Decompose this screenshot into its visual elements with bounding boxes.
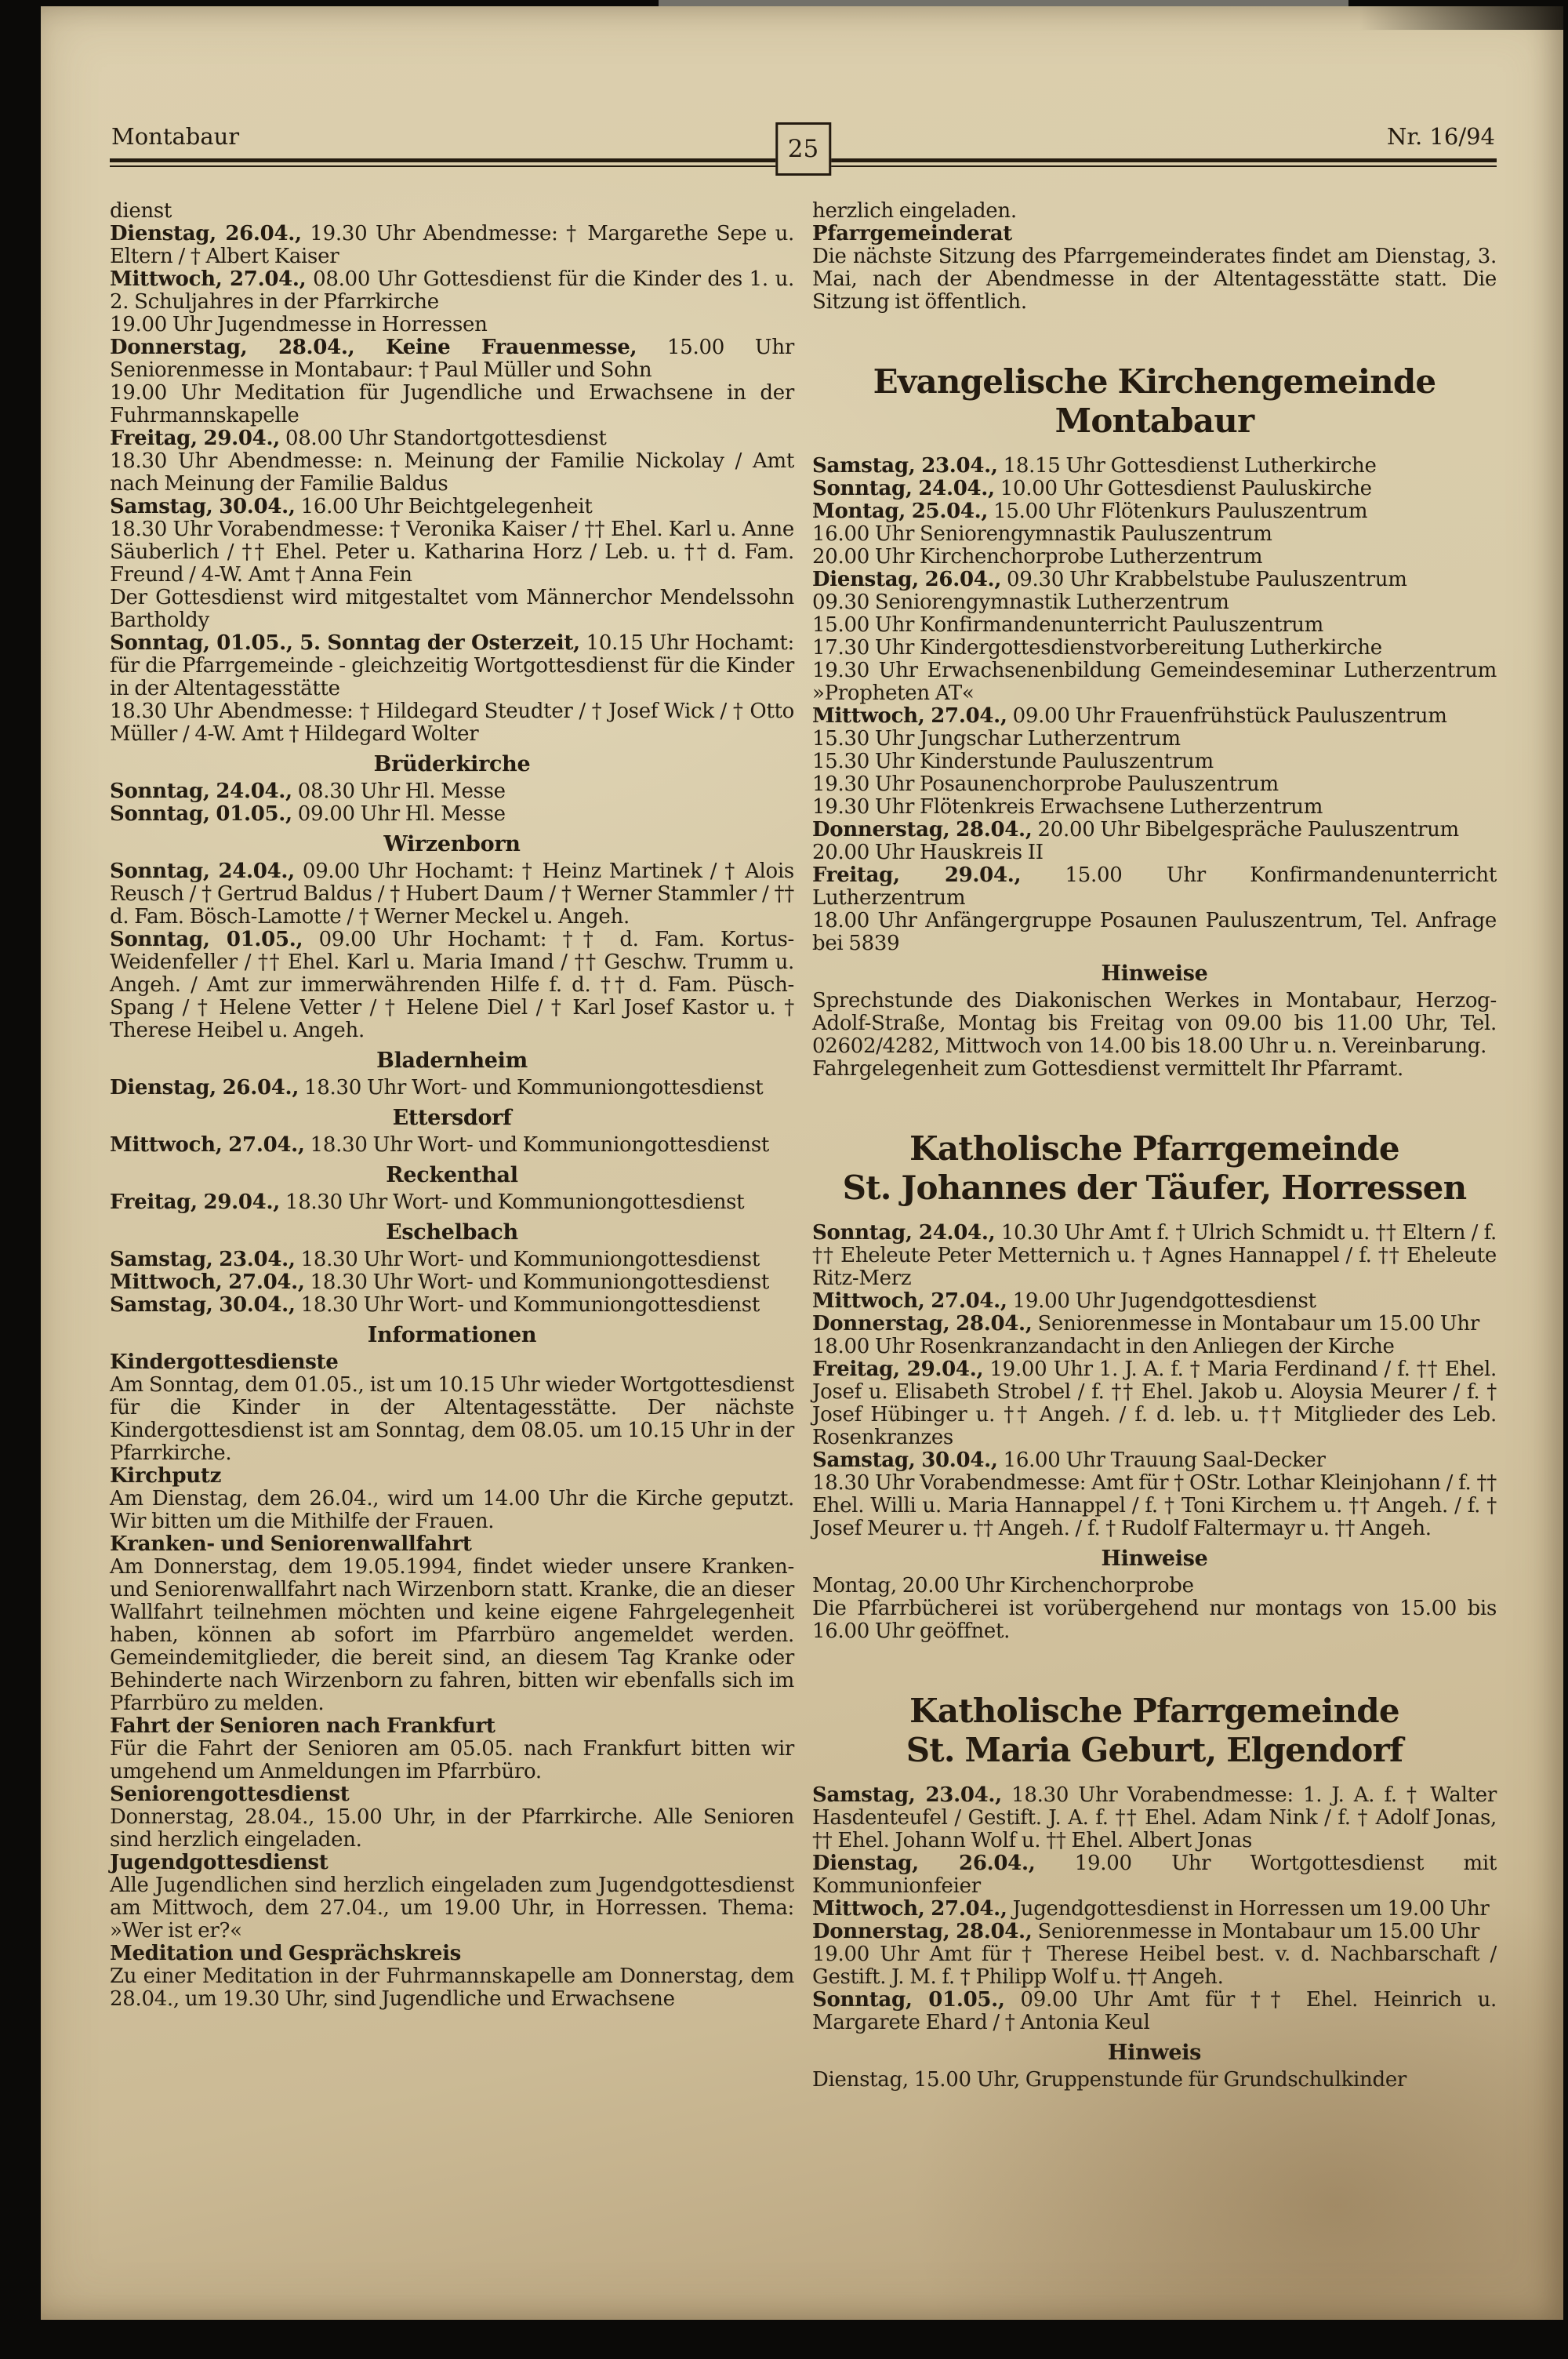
schedule-entry (110, 1191, 794, 1214)
schedule-entry (812, 1222, 1497, 1290)
schedule-entry (812, 478, 1497, 500)
paragraph: 19.30 Uhr Flötenkreis Erwachsene Lutherzentrum (812, 795, 1323, 819)
paragraph: 17.30 Uhr Kindergottesdienstvorbereitung Lutherkirche (812, 636, 1382, 660)
schedule-entry (812, 500, 1497, 523)
paragraph: 19.30 Uhr Posaunenchorprobe Pauluszentrum (812, 772, 1279, 796)
entry-text: 15.00 Uhr Seniorenmesse in Montabaur: † Paul Müller und Sohn (110, 336, 794, 382)
entry-text: 15.00 Uhr Flötenkurs Pauluszentrum (988, 500, 1368, 523)
paragraph: 15.30 Uhr Kinderstunde Pauluszentrum (812, 750, 1214, 773)
paragraph: 16.00 Uhr Seniorengymnastik Pauluszentrum (812, 522, 1272, 546)
paragraph: 15.30 Uhr Jungschar Lutherzentrum (812, 727, 1181, 751)
schedule-entry (812, 455, 1497, 478)
paragraph: Fahrgelegenheit zum Gottesdienst vermittelt Ihr Pfarramt. (812, 1057, 1403, 1081)
paragraph: 18.30 Uhr Vorabendmesse: † Veronika Kaiser / †† Ehel. Karl u. Anne Säuberlich / †† Ehel. Peter u. Katharina Horz / Leb. u. †† d. Fam. Freund / 4-W. Amt † Anna Fein (110, 518, 794, 587)
entry-date: Mittwoch, 27.04., (110, 1133, 305, 1157)
subsection-title: Meditation und Gesprächskreis (110, 1942, 462, 1965)
entry-date: Montag, 25.04., (812, 500, 989, 523)
schedule-entry (812, 1358, 1497, 1449)
entry-text: 10.00 Uhr Gottesdienst Pauluskirche (994, 477, 1372, 500)
paragraph: Am Sonntag, dem 01.05., ist um 10.15 Uhr wieder Wortgottesdienst für die Kinder in der Altentagesstätte. Der nächste Kindergottesdienst ist am Sonntag, dem 08.05. um 10.15 Uhr in der Pfarrkirche. (110, 1373, 794, 1465)
schedule-entry (110, 780, 794, 803)
schedule-entry (110, 929, 794, 1042)
paragraph: 20.00 Uhr Hauskreis II (812, 841, 1044, 864)
entry-date: Freitag, 29.04., (812, 1358, 984, 1381)
section-title: Hinweise (1101, 961, 1208, 986)
paragraph: Die nächste Sitzung des Pfarrgemeinderates findet am Dienstag, 3. Mai, nach der Abendmesse in der Altentagesstätte statt. Die Sitzung ist öffentlich. (812, 245, 1497, 314)
paragraph: 19.00 Uhr Jugendmesse in Horressen (110, 313, 488, 336)
paragraph: Sprechstunde des Diakonischen Werkes in Montabaur, Herzog-Adolf-Straße, Montag bis Freitag von 09.00 bis 11.00 Uhr, Tel. 02602/4282, Mittwoch von 14.00 bis 18.00 Uhr u. n. Vereinbarung. (812, 989, 1497, 1058)
section-title: Ettersdorf (392, 1106, 512, 1130)
schedule-entry (812, 864, 1497, 910)
paragraph: 18.30 Uhr Vorabendmesse: Amt für † OStr. Lothar Kleinjohann / f. †† Ehel. Willi u. Maria Hannappel / f. † Toni Kirchem u. †† Angeh. / f. † Josef Meurer u. †† Angeh. / f. † Rudolf Faltermayr u. †† Angeh. (812, 1471, 1497, 1540)
entry-date: Sonntag, 24.04., (812, 477, 995, 500)
schedule-entry (110, 803, 794, 826)
entry-text: 19.00 Uhr 1. J. A. f. † Maria Ferdinand / f. †† Ehel. Josef u. Elisabeth Strobel / f. †† Ehel. Jakob u. Aloysia Meurer / f. † Josef Hübinger u. †† Angeh. / f. d. leb. u. †† Mitglieder des Leb. Rosenkranzes (812, 1358, 1497, 1449)
entry-text: 18.30 Uhr Wort- und Kommuniongottesdienst (304, 1133, 770, 1157)
paragraph: 18.30 Uhr Abendmesse: † Hildegard Steudter / † Josef Wick / † Otto Müller / 4-W. Amt † Hildegard Wolter (110, 700, 794, 746)
section-title: Eschelbach (386, 1220, 518, 1245)
entry-text: 18.30 Uhr Wort- und Kommuniongottesdienst (295, 1248, 760, 1271)
schedule-entry (110, 1077, 794, 1100)
schedule-entry (110, 427, 794, 450)
schedule-entry (812, 1852, 1497, 1898)
paragraph: 18.00 Uhr Rosenkranzandacht in den Anliegen der Kirche (812, 1335, 1395, 1358)
entry-text: 19.00 Uhr Wortgottesdienst mit Kommunionfeier (812, 1852, 1497, 1898)
entry-date: Mittwoch, 27.04., (110, 1270, 305, 1294)
subsection-title: Seniorengottesdienst (110, 1783, 350, 1806)
schedule-entry (812, 569, 1497, 591)
entry-date: Dienstag, 26.04., (812, 1852, 1036, 1875)
entry-date: Dienstag, 26.04., (812, 568, 1002, 591)
subsection-title: Pfarrgemeinderat (812, 222, 1013, 245)
schedule-entry (110, 1294, 794, 1317)
subsection-title: Kranken- und Seniorenwallfahrt (110, 1532, 472, 1556)
entry-text: 18.30 Uhr Vorabendmesse: 1. J. A. f. † Walter Hasdenteufel / Gestift. J. A. f. †† Ehel. Adam Nink / f. † Adolf Jonas, †† Ehel. Johann Wolf u. †† Ehel. Albert Jonas (812, 1783, 1497, 1852)
entry-date: Sonntag, 01.05., 5. Sonntag der Osterzeit, (110, 631, 580, 655)
schedule-entry (812, 1784, 1497, 1852)
section-title: Wirzenborn (383, 832, 521, 856)
schedule-entry (812, 1313, 1497, 1336)
paragraph: herzlich eingeladen. (812, 199, 1017, 223)
entry-text: Seniorenmesse in Montabaur um 15.00 Uhr (1032, 1312, 1479, 1336)
entry-date: Mittwoch, 27.04., (812, 1897, 1007, 1921)
entry-date: Samstag, 30.04., (812, 1448, 998, 1472)
entry-date: Dienstag, 26.04., (110, 1076, 299, 1100)
subsection-title: Fahrt der Senioren nach Frankfurt (110, 1714, 495, 1738)
schedule-entry (110, 1271, 794, 1294)
entry-text: 15.00 Uhr Konfirmandenunterricht Lutherzentrum (812, 863, 1497, 910)
paragraph: 19.30 Uhr Erwachsenenbildung Gemeindeseminar Lutherzentrum »Propheten AT« (812, 659, 1497, 705)
church-title-line: Katholische Pfarrgemeinde (909, 1129, 1399, 1168)
paragraph: Montag, 20.00 Uhr Kirchenchorprobe (812, 1574, 1194, 1598)
paragraph: Am Dienstag, dem 26.04., wird um 14.00 Uhr die Kirche geputzt. Wir bitten um die Mithilfe der Frauen. (110, 1487, 794, 1533)
church-title-line: St. Maria Geburt, Elgendorf (906, 1731, 1403, 1769)
entry-date: Mittwoch, 27.04., (812, 704, 1007, 728)
entry-date: Sonntag, 24.04., (110, 780, 292, 803)
entry-text: 19.00 Uhr Jugendgottesdienst (1007, 1289, 1316, 1313)
page-number: 25 (775, 122, 831, 176)
church-title-line: Evangelische Kirchengemeinde Montabaur (873, 362, 1436, 440)
entry-text: 18.30 Uhr Wort- und Kommuniongottesdienst (279, 1190, 745, 1214)
schedule-entry (812, 1898, 1497, 1921)
entry-date: Sonntag, 01.05., (110, 802, 292, 826)
spacer (812, 1081, 1497, 1112)
page-content (110, 124, 1497, 2092)
right-column (812, 200, 1497, 2092)
paragraph: 18.30 Uhr Abendmesse: n. Meinung der Familie Nickolay / Amt nach Meinung der Familie Baldus (110, 449, 794, 496)
paragraph: Für die Fahrt der Senioren am 05.05. nach Frankfurt bitten wir umgehend um Anmeldungen im Pfarrbüro. (110, 1737, 794, 1783)
schedule-entry (812, 1989, 1497, 2034)
entry-text: 09.00 Uhr Hochamt: † Heinz Martinek / † Alois Reusch / † Gertrud Baldus / † Hubert Daum / † Werner Stammler / †† d. Fam. Bösch-Lamotte / † Werner Meckel u. Angeh. (110, 860, 794, 929)
section-title: Hinweis (1107, 2041, 1202, 2065)
entry-text: 18.15 Uhr Gottesdienst Lutherkirche (997, 454, 1377, 478)
church-title (812, 1129, 1497, 1208)
paragraph: Zu einer Meditation in der Fuhrmannskapelle am Donnerstag, dem 28.04., um 19.30 Uhr, sind Jugendliche und Erwachsene (110, 1965, 794, 2011)
entry-text: 09.30 Uhr Krabbelstube Pauluszentrum (1001, 568, 1407, 591)
entry-date: Donnerstag, 28.04., (812, 1920, 1033, 1943)
entry-text: 18.30 Uhr Wort- und Kommuniongottesdienst (299, 1076, 764, 1100)
entry-date: Samstag, 23.04., (812, 1783, 1002, 1807)
section-title: Bladernheim (376, 1049, 528, 1073)
paragraph: 09.30 Seniorengymnastik Lutherzentrum (812, 591, 1229, 614)
entry-date: Samstag, 30.04., (110, 495, 296, 518)
paragraph: Am Donnerstag, dem 19.05.1994, findet wieder unsere Kranken- und Seniorenwallfahrt nach Wirzenborn statt. Kranke, die an dieser Wallfahrt teilnehmen möchten und keine eigene Fahrgelegenheit haben, können ab sofort im Pfarrbüro angemeldet werden. Gemeindemitglieder, die bereit sind, an diesem Tag Kranke oder Behinderte nach Wirzenborn zu fahren, bitten wir ebenfalls sich im Pfarrbüro zu melden. (110, 1555, 794, 1715)
paragraph: Donnerstag, 28.04., 15.00 Uhr, in der Pfarrkirche. Alle Senioren sind herzlich eingeladen. (110, 1805, 794, 1852)
entry-text: Jugendgottesdienst in Horressen um 19.00 Uhr (1007, 1897, 1490, 1921)
entry-text: 08.00 Uhr Standortgottesdienst (279, 427, 607, 450)
entry-text: 16.00 Uhr Trauung Saal-Decker (997, 1448, 1326, 1472)
entry-date: Donnerstag, 28.04., Keine Frauenmesse, (110, 336, 637, 359)
section-title: Brüderkirche (373, 752, 531, 776)
paragraph: Die Pfarrbücherei ist vorübergehend nur montags von 15.00 bis 16.00 Uhr geöffnet. (812, 1597, 1497, 1643)
entry-date: Freitag, 29.04., (812, 863, 1022, 887)
paragraph: dienst (110, 199, 172, 223)
newspaper-page (41, 6, 1563, 2320)
entry-date: Freitag, 29.04., (110, 1190, 280, 1214)
schedule-entry (110, 1134, 794, 1157)
entry-date: Samstag, 30.04., (110, 1293, 296, 1317)
schedule-entry (110, 268, 794, 314)
entry-date: Sonntag, 24.04., (110, 860, 295, 883)
entry-date: Samstag, 23.04., (110, 1248, 296, 1271)
section-name: Montabaur (111, 123, 240, 150)
spacer (812, 314, 1497, 345)
schedule-entry (812, 1290, 1497, 1313)
left-column (110, 200, 794, 2092)
paragraph: Der Gottesdienst wird mitgestaltet vom Männerchor Mendelssohn Bartholdy (110, 586, 794, 632)
paragraph: 19.00 Uhr Meditation für Jugendliche und Erwachsene in der Fuhrmannskapelle (110, 381, 794, 427)
schedule-entry (110, 496, 794, 518)
section-title: Hinweise (1101, 1547, 1208, 1571)
entry-text: 09.00 Uhr Hochamt: †† d. Fam. Kortus-Weidenfeller / †† Ehel. Karl u. Maria Imand / †† Geschw. Trumm u. Angeh. / Amt zur immerwährenden Hilfe f. d. †† d. Fam. Püsch-Spang / † Helene Vetter / † Helene Diel / † Karl Josef Kastor u. † Therese Heibel u. Angeh. (110, 928, 794, 1042)
section-title: Reckenthal (386, 1163, 518, 1187)
schedule-entry (812, 1921, 1497, 1943)
subsection-title: Kindergottesdienste (110, 1350, 339, 1374)
entry-date: Mittwoch, 27.04., (110, 267, 307, 291)
scan-shadow-corner (1359, 6, 1563, 30)
paragraph: 19.00 Uhr Amt für † Therese Heibel best. v. d. Nachbarschaft / Gestift. J. M. f. † Philipp Wolf u. †† Angeh. (812, 1943, 1497, 1989)
subsection-title: Kirchputz (110, 1464, 222, 1488)
paragraph: Dienstag, 15.00 Uhr, Gruppenstunde für Grundschulkinder (812, 2068, 1407, 2092)
entry-date: Mittwoch, 27.04., (812, 1289, 1007, 1313)
church-title (812, 1692, 1497, 1770)
entry-date: Donnerstag, 28.04., (812, 1312, 1033, 1336)
entry-date: Donnerstag, 28.04., (812, 818, 1033, 841)
paragraph: 15.00 Uhr Konfirmandenunterricht Pauluszentrum (812, 613, 1324, 637)
paragraph: 18.00 Uhr Anfängergruppe Posaunen Pauluszentrum, Tel. Anfrage bei 5839 (812, 909, 1497, 955)
entry-date: Dienstag, 26.04., (110, 222, 302, 245)
section-title: Informationen (367, 1323, 537, 1347)
paragraph: 20.00 Uhr Kirchenchorprobe Lutherzentrum (812, 545, 1263, 569)
entry-date: Samstag, 23.04., (812, 454, 998, 478)
entry-text: 10.30 Uhr Amt f. † Ulrich Schmidt u. †† Eltern / f. †† Eheleute Peter Metternich u. † Agnes Hannappel / f. †† Eheleute Ritz-Merz (812, 1221, 1497, 1290)
schedule-entry (110, 336, 794, 382)
columns (110, 200, 1497, 2092)
entry-text: 08.30 Uhr Hl. Messe (292, 780, 506, 803)
entry-date: Sonntag, 01.05., (110, 928, 303, 951)
paragraph: Alle Jugendlichen sind herzlich eingeladen zum Jugendgottesdienst am Mittwoch, dem 27.04., um 19.00 Uhr, in Horressen. Thema: »Wer ist er?« (110, 1874, 794, 1943)
issue-number: Nr. 16/94 (1386, 123, 1495, 150)
entry-text: Seniorenmesse in Montabaur um 15.00 Uhr (1032, 1920, 1479, 1943)
entry-text: 09.00 Uhr Frauenfrühstück Pauluszentrum (1007, 704, 1447, 728)
entry-text: 09.00 Uhr Hl. Messe (292, 802, 506, 826)
entry-text: 10.15 Uhr Hochamt: für die Pfarrgemeinde - gleichzeitig Wortgottesdienst für die Kinder in der Altentagesstätte (110, 631, 794, 700)
schedule-entry (110, 1249, 794, 1271)
entry-text: 16.00 Uhr Beichtgelegenheit (295, 495, 593, 518)
schedule-entry (110, 632, 794, 700)
schedule-entry (812, 819, 1497, 841)
entry-text: 19.30 Uhr Abendmesse: † Margarethe Sepe u. Eltern / † Albert Kaiser (110, 222, 794, 268)
spacer (812, 1643, 1497, 1674)
church-title-line: St. Johannes der Täufer, Horressen (842, 1169, 1467, 1207)
entry-text: 18.30 Uhr Wort- und Kommuniongottesdienst (295, 1293, 760, 1317)
entry-date: Sonntag, 24.04., (812, 1221, 996, 1245)
schedule-entry (812, 705, 1497, 728)
schedule-entry (812, 1449, 1497, 1472)
schedule-entry (110, 860, 794, 929)
church-title (812, 362, 1497, 441)
entry-date: Sonntag, 01.05., (812, 1988, 1005, 2012)
entry-date: Freitag, 29.04., (110, 427, 280, 450)
entry-text: 09.00 Uhr Amt für †† Ehel. Heinrich u. Margarete Ehard / † Antonia Keul (812, 1988, 1497, 2034)
entry-text: 08.00 Uhr Gottesdienst für die Kinder des 1. u. 2. Schuljahres in der Pfarrkirche (110, 267, 794, 314)
church-title-line: Katholische Pfarrgemeinde (909, 1692, 1399, 1730)
entry-text: 18.30 Uhr Wort- und Kommuniongottesdienst (304, 1270, 770, 1294)
subsection-title: Jugendgottesdienst (110, 1851, 328, 1874)
entry-text: 20.00 Uhr Bibelgespräche Pauluszentrum (1032, 818, 1459, 841)
schedule-entry (110, 223, 794, 268)
